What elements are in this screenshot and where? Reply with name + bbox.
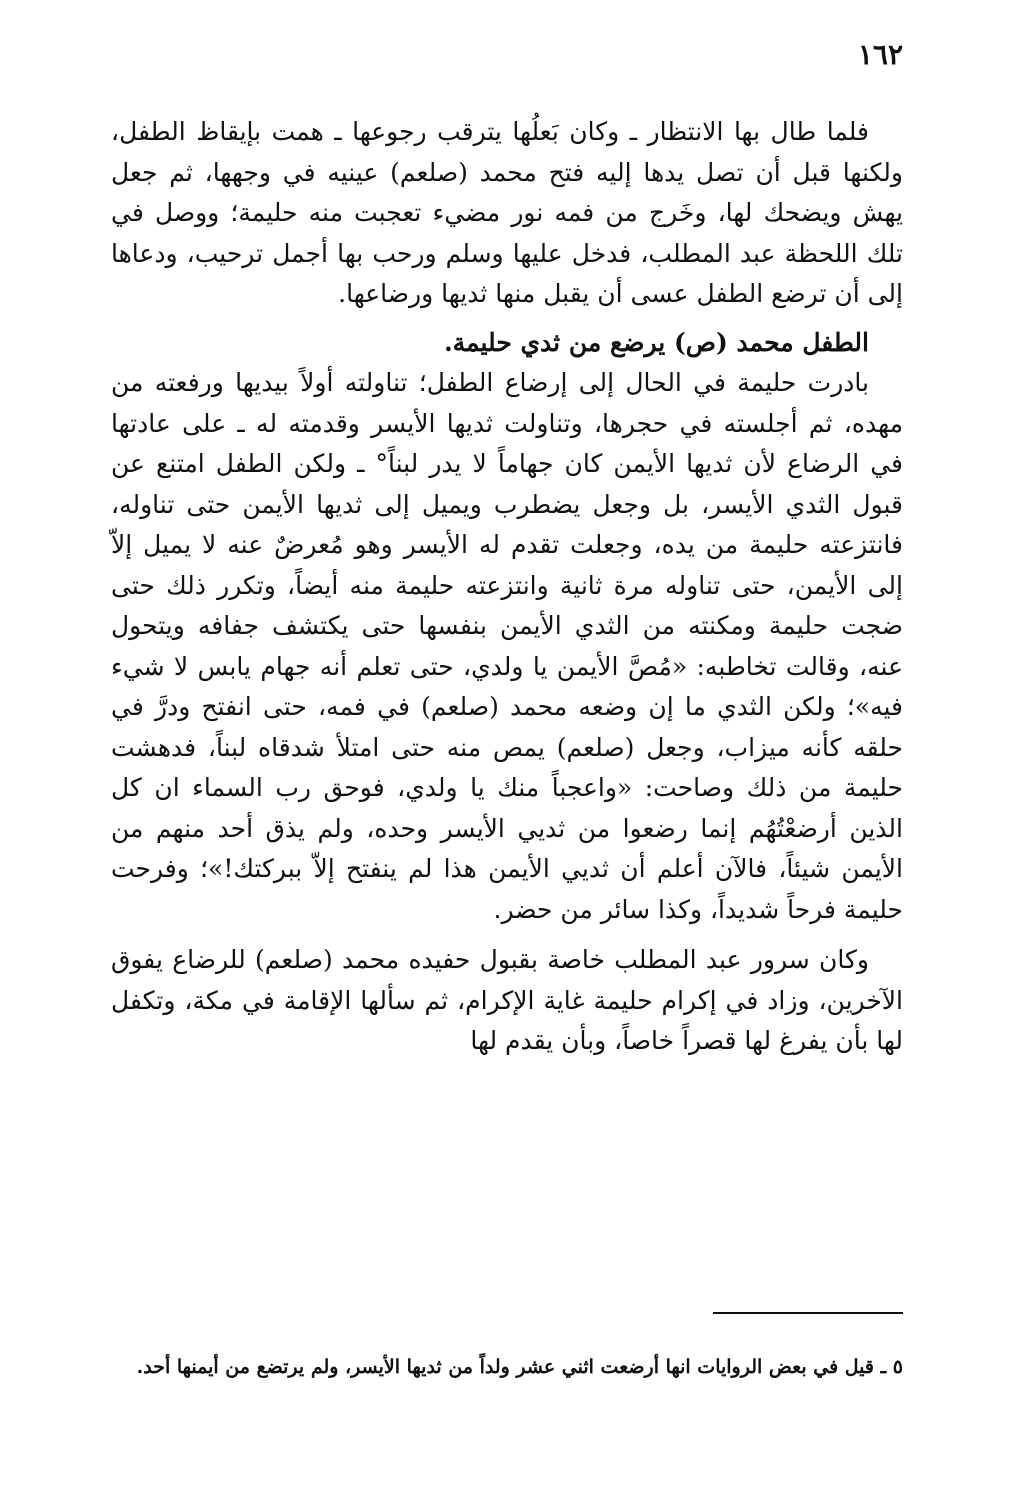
paragraph-2: بادرت حليمة في الحال إلى إرضاع الطفل؛ تناولته أولاً بيديها ورفعته من مهده، ثم أجلسته في حجرها، وتناولت ثديها الأيسر وقدمته له ـ على عادتها في الرضاع لأن ثديها الأيمن كان جهاماً لا يدر لبناً° ـ ولكن الطفل امتنع عن قبول الثدي الأيسر، بل وجعل يضطرب ويميل إلى ثديها الأيمن حتى تناوله، فانتزعته حليمة من يده، وجعلت تقدم له الأيسر وهو مُعرضٌ عنه لا يميل إلاّ إلى الأيمن، حتى تناوله مرة ثانية وانتزعته حليمة منه أيضاً، وتكرر ذلك حتى ضجت حليمة ومكنته من الثدي الأيمن بنفسها حتى يكتشف جفافه ويتحول عنه، وقالت تخاطبه: «مُصَّ الأيمن يا ولدي، حتى تعلم أنه جهام يابس لا شيء فيه»؛ ولكن الثدي ما إن وضعه محمد (صلعم) في فمه، حتى انفتح ودرَّ في حلقه كأنه ميزاب، وجعل (صلعم) يمص منه حتى امتلأ شدقاه لبناً، فدهشت حليمة من ذلك وصاحت: «واعجباً منك يا ولدي، فوحق رب السماء ان كل الذين أرضعْتُهُم إنما رضعوا من ثديي الأيسر وحده، ولم يذق أحد منهم من الأيمن شيئاً، فالآن أعلم أن ثديي الأيمن هذا لم ينفتح إلاّ ببركتك!»؛ وفرحت حليمة فرحاً شديداً، وكذا سائر من حضر.: [111, 368, 903, 924]
footnote-divider: [713, 1312, 903, 1314]
section-subheading: الطفل محمد (ص) يرضع من ثدي حليمة.: [443, 327, 869, 357]
paragraph-1: فلما طال بها الانتظار ـ وكان بَعلُها يترقب رجوعها ـ همت بإيقاظ الطفل، ولكنها قبل أن تصل يدها إليه فتح محمد (صلعم) عينيه في وجهها، ثم جعل يهش ويضحك لها، وخَرج من فمه نور مضيء تعجبت منه حليمة؛ ووصل في تلك اللحظة عبد المطلب، فدخل عليها وسلم ورحب بها أجمل ترحيب، ودعاها إلى أن ترضع الطفل عسى أن يقبل منها ثديها ورضاعها.: [111, 117, 903, 308]
paragraph-3: وكان سرور عبد المطلب خاصة بقبول حفيده محمد (صلعم) للرضاع يفوق الآخرين، وزاد في إكرام حليمة غاية الإكرام، ثم سألها الإقامة في مكة، وتكفل لها بأن يفرغ لها قصراً خاصاً، وبأن يقدم لها: [111, 945, 903, 1055]
footnote: [111, 1350, 903, 1384]
main-text: [111, 112, 903, 1062]
footnote-text: ٥ ـ قيل في بعض الروايات انها أرضعت اثني عشر ولداً من ثديها الأيسر، ولم يرتضع من أيمنها أحد.: [136, 1356, 903, 1378]
page-number: ١٦٢: [857, 38, 903, 71]
